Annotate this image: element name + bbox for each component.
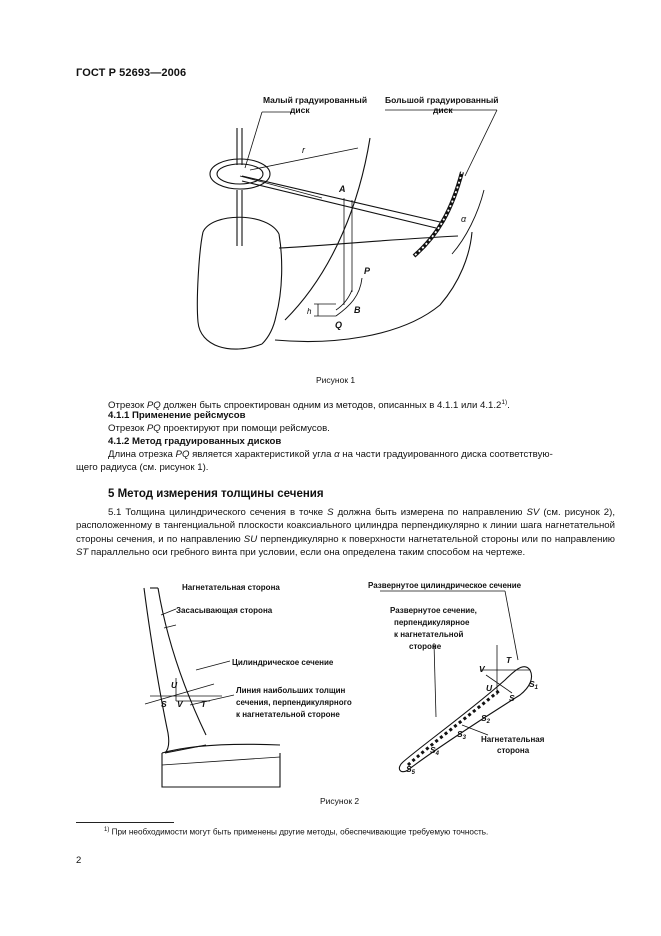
fig2-right-S: S [509,693,515,703]
fig2-S2: $S_2$ [481,713,491,725]
fig1-label-P: P [364,266,371,276]
fig1-label-h: h [307,307,312,316]
fig2-caption: Рисунок 2 [320,796,360,806]
fig1-label-B: B [354,305,361,315]
paragraph-5-1: 5.1 Толщина цилиндрического сечения в точке S должна быть измерена по направлению SV (см. рисунок 2), расположенному в тангенциальной плоскости коаксиального цилиндра перпендикулярно к линии шага нагнетательной стороны сечения, и по направлению SU перпендикулярно к поверхности нагнетательной стороны или по направлению ST параллельно оси гребного винта при условии, если она определена таким способом на чертеже. [76,507,615,558]
section-5-title: 5 Метод измерения толщины сечения [108,488,324,500]
fig1-label-A: A [339,184,346,194]
fig2-unrolled-perp-label-1: Развернутое сечение, [390,606,477,615]
fig2-right-T: T [506,655,512,665]
fig2-S4: $S_4$ [430,745,440,757]
fig2-unrolled-perp-label-4: стороне [409,642,442,651]
fig1-caption: Рисунок 1 [316,375,356,385]
fig2-right-U: U [486,683,493,693]
fig2-pressure-side2-label-1: Нагнетательная [481,735,545,744]
fig2-unrolled-perp-label-2: перпендикулярное [394,618,470,627]
heading-4-1-2: 4.1.2 Метод градуированных дисков [108,436,282,447]
fig2-left-T: T [201,699,207,709]
fig1-large-disk-label-2: диск [433,105,453,115]
paragraph-pq-methods: Отрезок PQ должен быть спроектирован одним из методов, описанных в 4.1.1 или 4.1.2$^{1)}$. [108,399,510,412]
fig2-max-thick-label-2: сечения, перпендикулярного [236,698,352,707]
fig1-small-disk-label-2: диск [290,105,310,115]
fig1-label-alpha: α [461,214,467,224]
page-number: 2 [76,855,82,866]
fig2-max-thick-label-1: Линия наибольших толщин [236,686,346,695]
fig2-pressure-side2-label-2: сторона [497,746,530,755]
paragraph-4-1-2-line1: Длина отрезка PQ является характеристикой угла α на части градуированного диска соответствую- [108,449,553,460]
fig2-max-thick-label-3: к нагнетательной стороне [236,710,340,719]
fig2-S1: $S_1$ [529,679,539,691]
paragraph-4-1-2-line2: щего радиуса (см. рисунок 1). [76,462,209,473]
fig2-unrolled-cyl-label: Развернутое цилиндрическое сечение [368,581,522,590]
footnote: $^{1)}$ При необходимости могут быть применены другие методы, обеспечивающие требуемую точность. [104,827,489,837]
footnote-separator [76,822,174,823]
fig2-left-U: U [171,680,178,690]
fig2-S5: $S_5$ [406,764,416,776]
document-header: ГОСТ Р 52693—2006 [76,67,187,79]
paragraph-4-1-1: Отрезок PQ проектируют при помощи рейсмусов. [108,423,330,434]
fig1-small-disk-label-1: Малый градуированный [263,95,368,105]
fig2-right-V: V [479,664,485,674]
figure-1 [0,0,661,400]
fig1-large-disk-label-1: Большой градуированный [385,95,499,105]
fig2-left-S: S [161,699,167,709]
fig2-S3: $S_3$ [457,729,467,741]
fig1-label-r: r [302,145,305,155]
fig2-left-V: V [177,699,183,709]
fig2-suction-side-label: Засасывающая сторона [176,606,273,615]
heading-4-1-1: 4.1.1 Применение рейсмусов [108,410,246,421]
fig2-cyl-section-label: Цилиндрическое сечение [232,658,334,667]
fig1-label-Q: Q [335,320,343,330]
fig2-pressure-side-label: Нагнетательная сторона [182,583,280,592]
figure-2 [0,575,661,815]
fig2-unrolled-perp-label-3: к нагнетательной [394,630,464,639]
